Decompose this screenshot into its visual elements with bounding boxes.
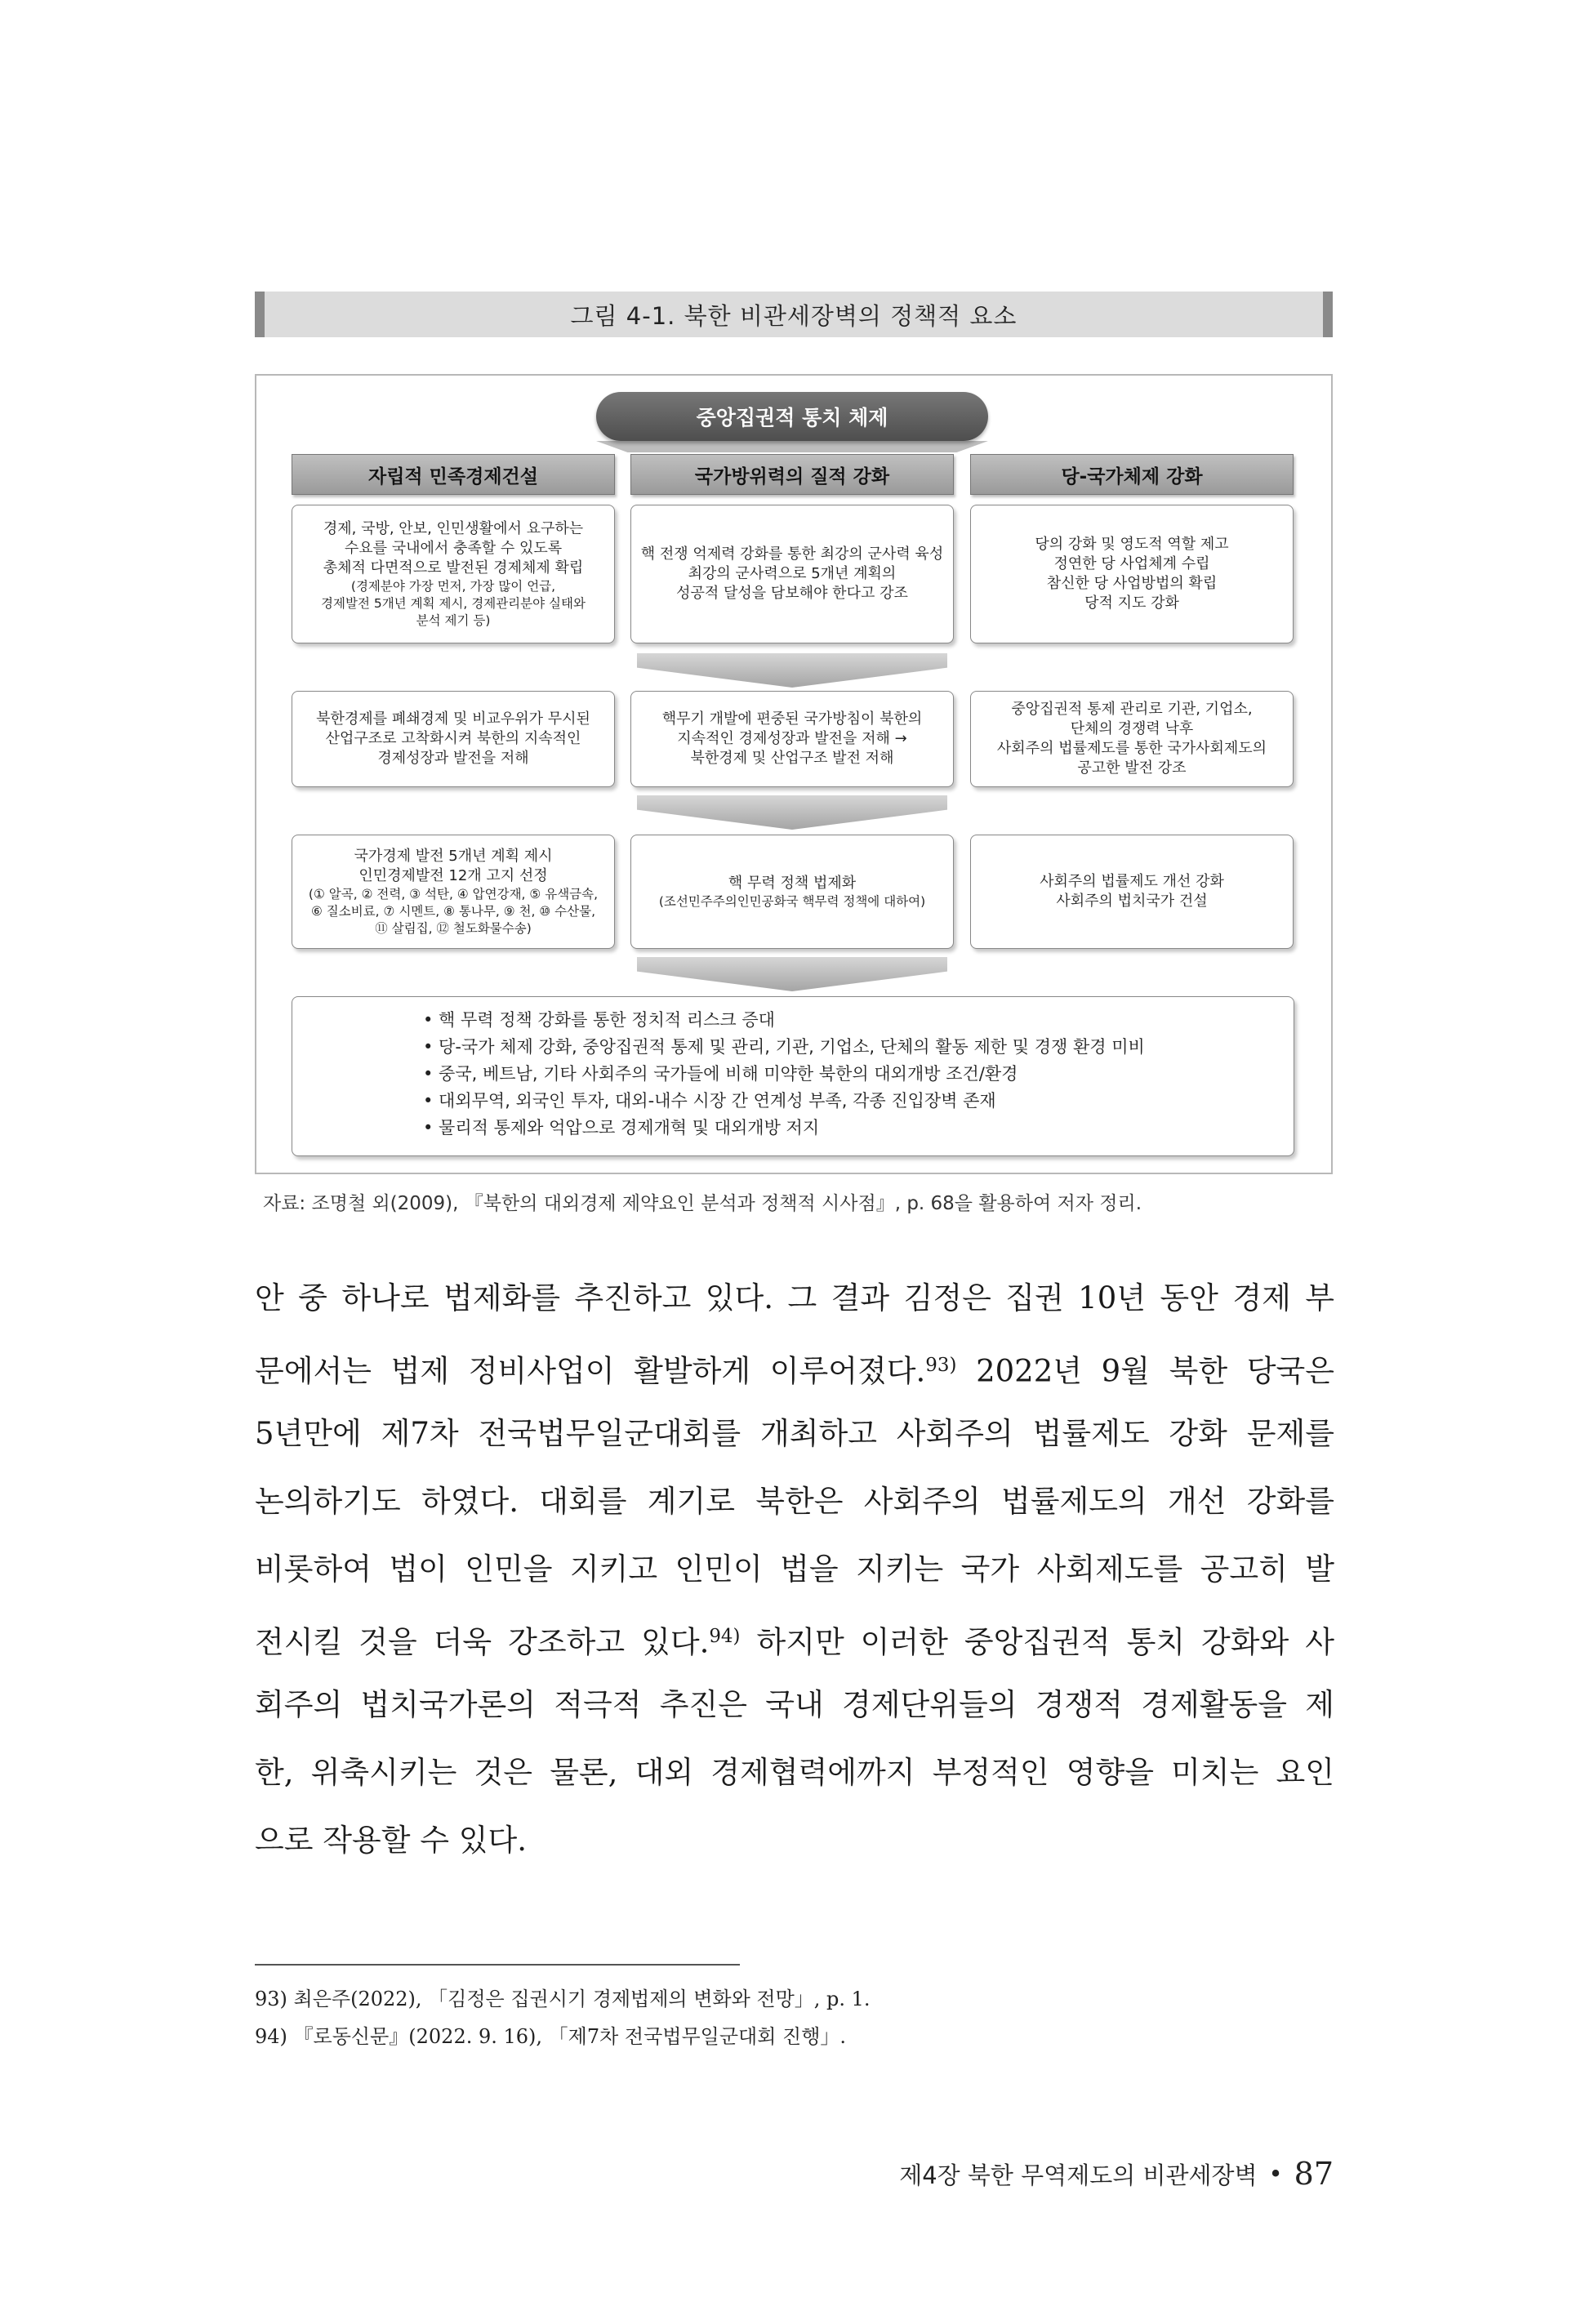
page-number: 87 [1294, 2156, 1334, 2192]
col3-row3-box [970, 835, 1294, 949]
text-line: 성공적 달성을 담보해야 한다고 강조 [676, 585, 908, 602]
text-line: 산업구조로 고착화시켜 북한의 지속적인 [325, 730, 581, 747]
body-line-text: 전시킬 것을 더욱 강조하고 있다. [255, 1624, 710, 1660]
col1-row1-box [292, 505, 615, 643]
top-label: 중앙집권적 통치 체제 [596, 392, 988, 441]
body-line: 논의하기도 하였다. 대회를 계기로 북한은 사회주의 법률제도의 개선 강화를 [255, 1484, 1334, 1519]
footnote-94: 94) 『로동신문』(2022. 9. 16), 「제7차 전국법무일군대회 진행」. [255, 2025, 847, 2048]
text-line: 참신한 당 사업방법의 확립 [1046, 575, 1218, 592]
col1-row2-box [292, 691, 615, 787]
text-line: 단체의 경쟁력 낙후 [1070, 720, 1194, 737]
col3-row2-box [970, 691, 1294, 787]
col1-row3-box [292, 835, 615, 949]
footer-bullet: • [1268, 2160, 1283, 2188]
chapter-title: 제4장 북한 무역제도의 비관세장벽 [899, 2161, 1258, 2189]
text-line: ⑪ 살림집, ⑫ 철도화물수송) [375, 920, 532, 936]
text-line: 핵 무력 정책 법제화 [728, 874, 857, 892]
figure-source: 자료: 조명철 외(2009), 『북한의 대외경제 제약요인 분석과 정책적 시사점』, p. 68을 활용하여 저자 정리. [263, 1193, 1142, 1214]
text-line: 분석 제기 등) [416, 612, 491, 628]
text-line: 지속적인 경제성장과 발전을 저해 → [677, 730, 907, 747]
text-line: (조선민주주의인민공화국 핵무력 정책에 대하여) [658, 893, 926, 909]
column-head-2: 국가방위력의 질적 강화 [630, 454, 954, 495]
body-line: 으로 작용할 수 있다. [255, 1823, 527, 1858]
footnotes [255, 1980, 871, 2055]
text-line: 사회주의 법률제도 개선 강화 [1040, 873, 1224, 890]
body-paragraph [255, 1264, 1334, 1874]
text-line: 경제발전 5개년 계획 제시, 경제관리분야 실태와 [321, 595, 586, 611]
col3-row1-box [970, 505, 1294, 643]
summary-item: • 중국, 베트남, 기타 사회주의 국가들에 비해 미약한 북한의 대외개방 조건/환경 [423, 1064, 1018, 1084]
text-line: 북한경제를 폐쇄경제 및 비교우위가 무시된 [316, 710, 590, 728]
figure-title: 그림 4-1. 북한 비관세장벽의 정책적 요소 [255, 292, 1333, 337]
body-line-text: 문에서는 법제 정비사업이 활발하게 이루어졌다. [255, 1353, 926, 1389]
column-head-3: 당-국가체제 강화 [970, 454, 1294, 495]
text-line: 공고한 발전 강조 [1077, 759, 1187, 777]
text-line: 핵무기 개발에 편중된 국가방침이 북한의 [661, 710, 923, 728]
footnote-ref-94[interactable]: 94) [709, 1626, 741, 1647]
body-line: 회주의 법치국가론의 적극적 추진은 국내 경제단위들의 경쟁적 경제활동을 제 [255, 1687, 1334, 1722]
text-line: 경제, 국방, 안보, 인민생활에서 요구하는 [323, 519, 584, 537]
text-line: 사회주의 법치국가 건설 [1056, 893, 1208, 910]
text-line: 북한경제 및 산업구조 발전 저해 [690, 750, 894, 767]
body-line: 한, 위축시키는 것은 물론, 대외 경제협력에까지 부정적인 영향을 미치는 요인 [255, 1755, 1334, 1790]
footnote-divider [255, 1964, 740, 1966]
body-line: 안 중 하나로 법제화를 추진하고 있다. 그 결과 김정은 집권 10년 동안 경제 부 [255, 1280, 1334, 1316]
text-line: 사회주의 법률제도를 통한 국가사회제도의 [996, 740, 1267, 757]
summary-item: • 대외무역, 외국인 투자, 대외-내수 시장 간 연계성 부족, 각종 진입장벽 존재 [423, 1091, 996, 1111]
footnote-ref-93[interactable]: 93) [925, 1355, 957, 1376]
text-line: 총체적 다면적으로 발전된 경제체제 확립 [323, 559, 584, 577]
text-line: 정연한 당 사업체계 수립 [1053, 555, 1210, 572]
text-line: 중앙집권적 통제 관리로 기관, 기업소, [1011, 701, 1253, 718]
text-line: 인민경제발전 12개 고지 선정 [358, 866, 548, 884]
col2-row2-box [630, 691, 954, 787]
text-line: 당의 강화 및 영도적 역할 제고 [1035, 536, 1229, 553]
top-label-shadow [596, 441, 988, 452]
body-line [255, 1332, 1334, 1400]
body-line-text: 하지만 이러한 중앙집권적 통치 강화와 사 [740, 1624, 1334, 1660]
text-line: 당적 지도 강화 [1084, 594, 1179, 612]
text-line: (경제분야 가장 먼저, 가장 많이 언급, [350, 578, 556, 594]
column-head-1: 자립적 민족경제건설 [292, 454, 615, 495]
page-footer [899, 2156, 1334, 2192]
body-line-text: 2022년 9월 북한 당국은 [956, 1353, 1334, 1389]
footnote-93: 93) 최은주(2022), 「김정은 집권시기 경제법제의 변화와 전망」, p. 1. [255, 1988, 871, 2010]
text-line: 최강의 군사력으로 5개년 계획의 [688, 565, 897, 582]
text-line: 핵 전쟁 억제력 강화를 통한 최강의 군사력 육성 [640, 545, 944, 563]
summary-box [292, 996, 1294, 1156]
text-line: (① 알곡, ② 전력, ③ 석탄, ④ 압연강재, ⑤ 유색금속, [308, 886, 599, 902]
text-line: 수요를 국내에서 충족할 수 있도록 [344, 539, 563, 557]
body-line [255, 1603, 1334, 1671]
text-line: ⑥ 질소비료, ⑦ 시멘트, ⑧ 통나무, ⑨ 천, ⑩ 수산물, [310, 903, 596, 919]
summary-item: • 물리적 통제와 억압으로 경제개혁 및 대외개방 저지 [423, 1118, 820, 1138]
text-line: 국가경제 발전 5개년 계획 제시 [354, 847, 553, 865]
body-line: 5년만에 제7차 전국법무일군대회를 개최하고 사회주의 법률제도 강화 문제를 [255, 1416, 1334, 1451]
summary-item: • 당-국가 체제 강화, 중앙집권적 통제 및 관리, 기관, 기업소, 단체의 활동 제한 및 경쟁 환경 미비 [423, 1037, 1145, 1057]
summary-item: • 핵 무력 정책 강화를 통한 정치적 리스크 증대 [423, 1010, 775, 1030]
text-line: 경제성장과 발전을 저해 [377, 750, 529, 767]
col2-row1-box [630, 505, 954, 643]
body-line: 비롯하여 법이 인민을 지키고 인민이 법을 지키는 국가 사회제도를 공고히 발 [255, 1552, 1334, 1587]
col2-row3-box [630, 835, 954, 949]
